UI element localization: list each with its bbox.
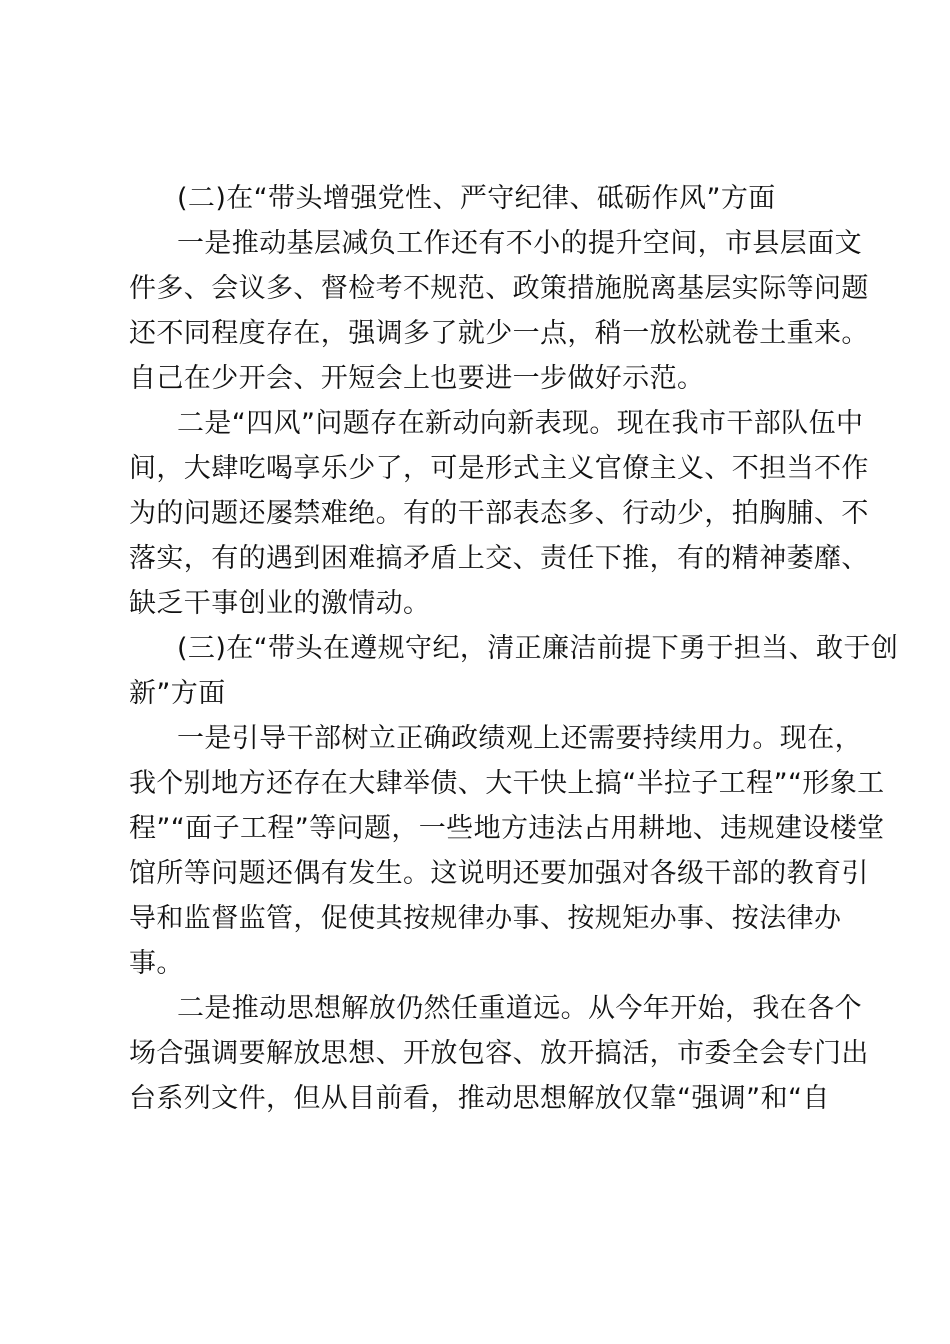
paragraph-line: 事。 [129, 948, 184, 979]
paragraph-line: 二是“四风”问题存在新动向新表现。现在我市干部队伍中 [177, 408, 864, 439]
paragraph-line: 台系列文件，但从目前看，推动思想解放仅靠“强调”和“自 [129, 1083, 830, 1114]
paragraph-line: 程”“面子工程”等问题，一些地方违法占用耕地、违规建设楼堂 [129, 813, 885, 844]
paragraph-line: 一是推动基层减负工作还有不小的提升空间，市县层面文 [177, 228, 862, 259]
section-heading-3-cont: 新”方面 [129, 678, 226, 709]
section-heading-2: (二)在“带头增强党性、严守纪律、砥砺作风”方面 [177, 183, 776, 214]
paragraph-line: 馆所等问题还偶有发生。这说明还要加强对各级干部的教育引 [129, 858, 869, 889]
paragraph-line: 二是推动思想解放仍然任重道远。从今年开始，我在各个 [177, 993, 862, 1024]
paragraph-line: 一是引导干部树立正确政绩观上还需要持续用力。现在， [177, 723, 862, 754]
paragraph-line: 件多、会议多、督检考不规范、政策措施脱离基层实际等问题 [129, 273, 869, 304]
paragraph-line: 导和监督监管，促使其按规律办事、按规矩办事、按法律办 [129, 903, 842, 934]
document-body [129, 176, 899, 1121]
paragraph-line: 自己在少开会、开短会上也要进一步做好示范。 [129, 363, 705, 394]
paragraph-line: 场合强调要解放思想、开放包容、放开搞活，市委全会专门出 [129, 1038, 869, 1069]
paragraph-line: 为的问题还屡禁难绝。有的干部表态多、行动少，拍胸脯、不 [129, 498, 869, 529]
paragraph-line: 还不同程度存在，强调多了就少一点，稍一放松就卷土重来。 [129, 318, 869, 349]
paragraph-line: 我个别地方还存在大肆举债、大干快上搞“半拉子工程”“形象工 [129, 768, 885, 799]
paragraph-line: 间，大肆吃喝享乐少了，可是形式主义官僚主义、不担当不作 [129, 453, 869, 484]
paragraph-line: 落实，有的遇到困难搞矛盾上交、责任下推，有的精神萎靡、 [129, 543, 869, 574]
section-heading-3: (三)在“带头在遵规守纪，清正廉洁前提下勇于担当、敢于创 [177, 633, 899, 664]
paragraph-line: 缺乏干事创业的激情动。 [129, 588, 431, 619]
